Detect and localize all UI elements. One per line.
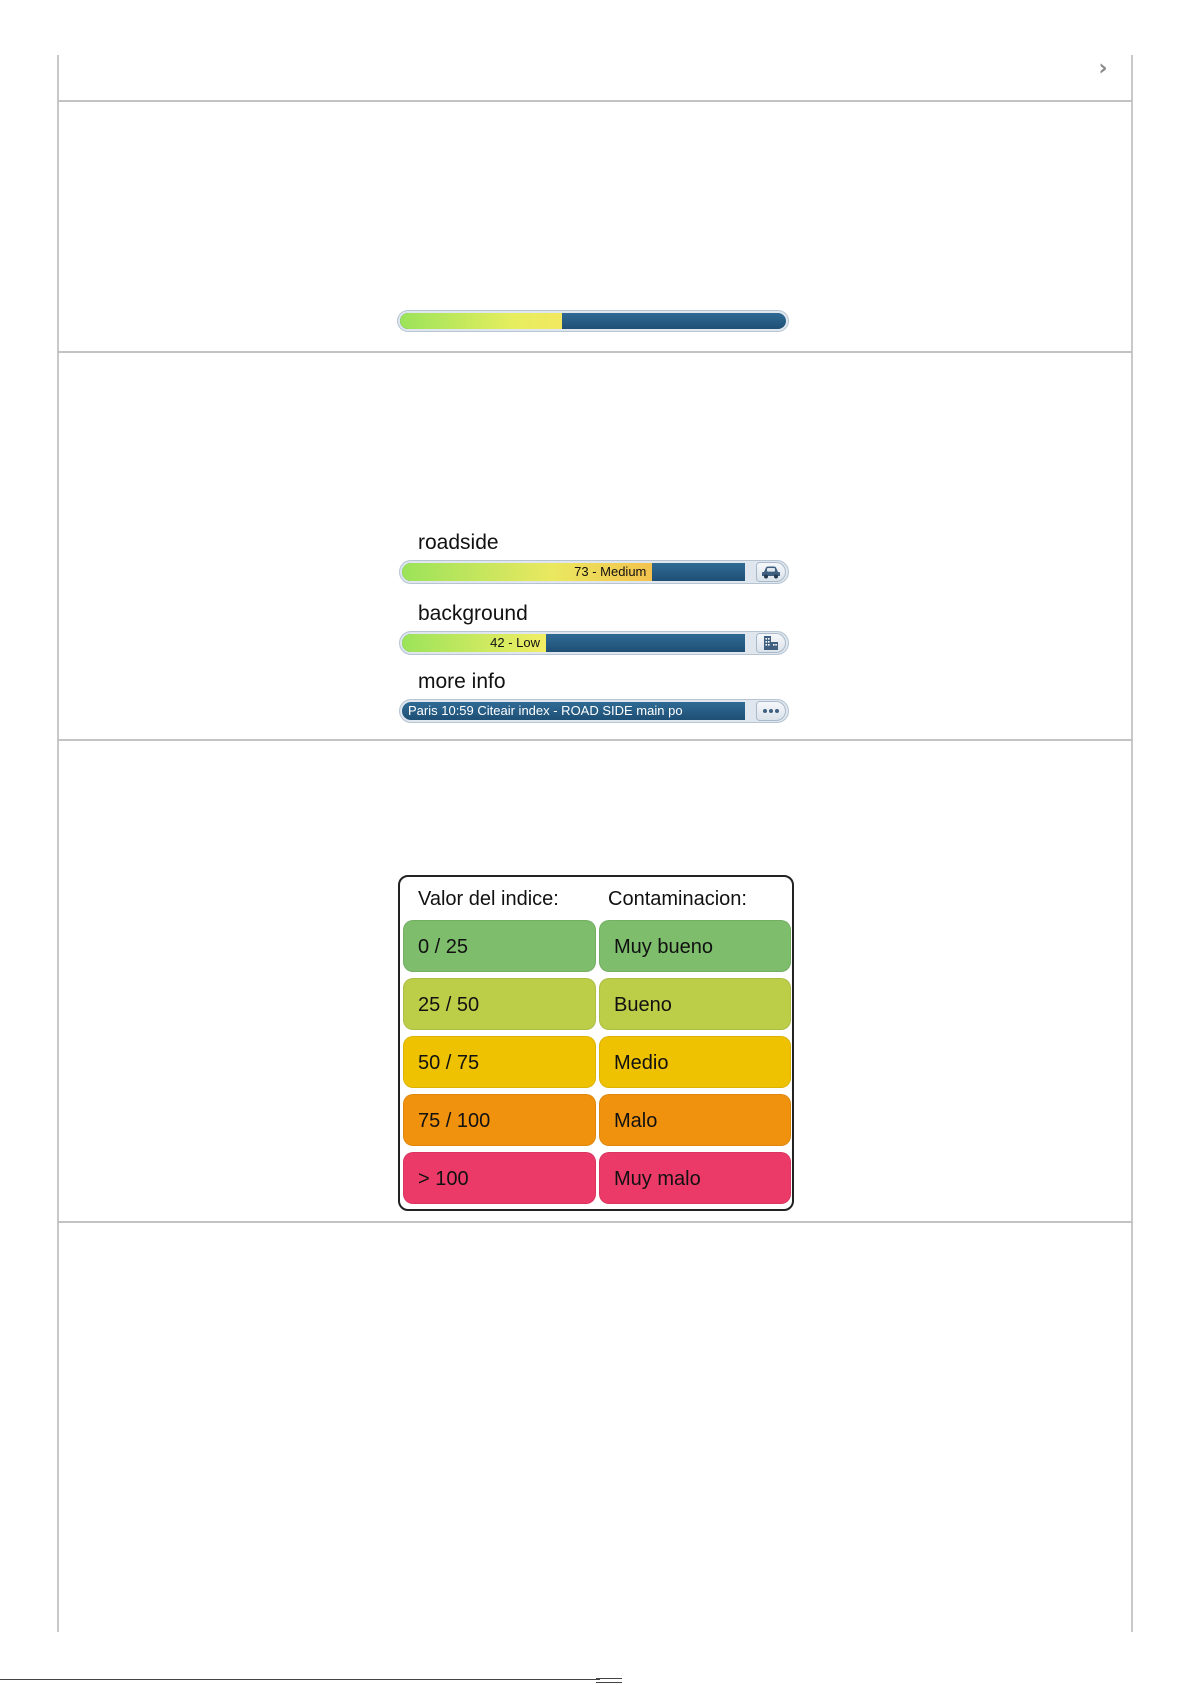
roadside-button[interactable]: [756, 562, 786, 582]
frame-left-border: [57, 55, 59, 1632]
legend-header-index: Valor del indice:: [418, 888, 559, 910]
building-icon: [762, 635, 780, 651]
car-icon: [761, 565, 781, 579]
more-info-button[interactable]: [756, 701, 786, 721]
roadside-value: 73 - Medium: [574, 564, 647, 579]
pollution-index-legend: [398, 875, 794, 1211]
legend-range-cell: 75 / 100: [403, 1094, 596, 1146]
indicator-fill: [402, 563, 652, 581]
legend-level-cell: Bueno: [599, 978, 791, 1030]
section-divider: [57, 351, 1133, 353]
section-divider: [57, 739, 1133, 741]
legend-range-cell: 25 / 50: [403, 978, 596, 1030]
background-label: background: [418, 602, 528, 625]
legend-header-pollution: Contaminacion:: [608, 888, 747, 910]
more-info-ticker-bar: [399, 699, 789, 723]
legend-level-cell: Muy bueno: [599, 920, 791, 972]
more-info-ticker: Paris 10:59 Citeair index - ROAD SIDE main po: [402, 702, 745, 720]
roadside-indicator-bar: [399, 560, 789, 584]
background-value: 42 - Low: [490, 635, 541, 650]
legend-level-cell: Medio: [599, 1036, 791, 1088]
section-divider: [57, 100, 1133, 102]
indicator-fill: [402, 634, 546, 652]
legend-range-cell: 0 / 25: [403, 920, 596, 972]
chevron-right-icon[interactable]: ›: [1098, 56, 1108, 81]
more-dots-icon: [761, 708, 781, 714]
indicator-track: [402, 563, 745, 581]
legend-range-cell: > 100: [403, 1152, 596, 1204]
air-quality-progress-bar: [397, 310, 789, 332]
more-info-label: more info: [418, 670, 506, 693]
frame-right-border: [1131, 55, 1133, 1632]
legend-level-cell: Muy malo: [599, 1152, 791, 1204]
indicator-track: [402, 634, 745, 652]
page-bottom-rule: [596, 1678, 622, 1683]
legend-level-cell: Malo: [599, 1094, 791, 1146]
background-button[interactable]: [756, 633, 786, 653]
section-divider: [57, 1221, 1133, 1223]
progress-track: [400, 313, 786, 329]
legend-range-cell: 50 / 75: [403, 1036, 596, 1088]
progress-fill: [400, 313, 562, 329]
roadside-label: roadside: [418, 531, 499, 554]
page-bottom-rule: [0, 1679, 600, 1680]
background-indicator-bar: [399, 631, 789, 655]
